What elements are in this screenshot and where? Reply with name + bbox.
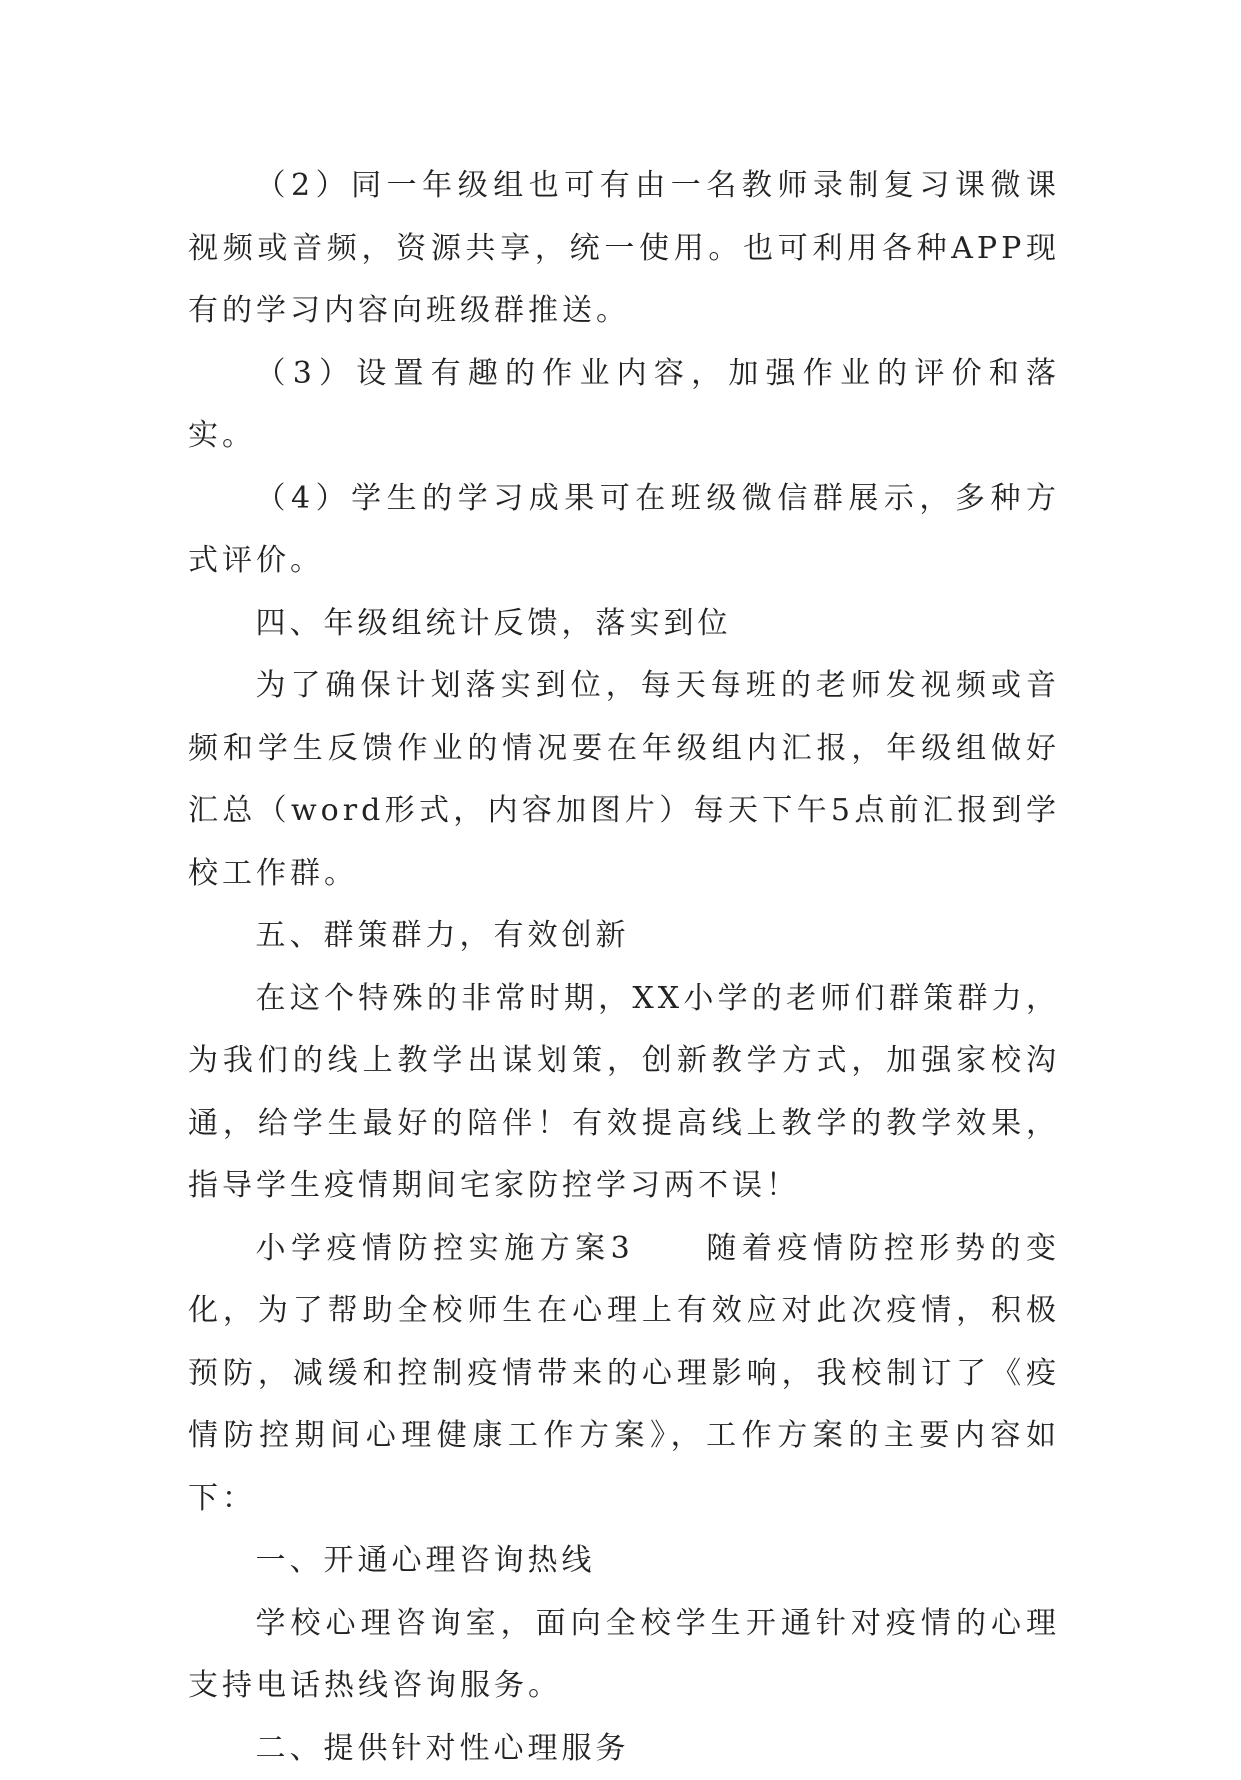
section-heading-one: 一、开通心理咨询热线 <box>188 1530 1060 1593</box>
section-heading-five: 五、群策群力，有效创新 <box>188 905 1060 968</box>
section-heading-four: 四、年级组统计反馈，落实到位 <box>188 593 1060 656</box>
paragraph-item-2: （2）同一年级组也可有由一名教师录制复习课微课视频或音频，资源共享，统一使用。也可利用各种APP现有的学习内容向班级群推送。 <box>188 155 1060 343</box>
document-body <box>188 155 1060 1780</box>
paragraph-innovation: 在这个特殊的非常时期，XX小学的老师们群策群力，为我们的线上教学出谋划策，创新教学方式，加强家校沟通，给学生最好的陪伴！有效提高线上教学的教学效果，指导学生疫情期间宅家防控学习两不误！ <box>188 968 1060 1218</box>
paragraph-item-3: （3）设置有趣的作业内容，加强作业的评价和落实。 <box>188 343 1060 468</box>
paragraph-reporting: 为了确保计划落实到位，每天每班的老师发视频或音频和学生反馈作业的情况要在年级组内汇报，年级组做好汇总（word形式，内容加图片）每天下午5点前汇报到学校工作群。 <box>188 655 1060 905</box>
paragraph-hotline: 学校心理咨询室，面向全校学生开通针对疫情的心理支持电话热线咨询服务。 <box>188 1593 1060 1718</box>
paragraph-item-4: （4）学生的学习成果可在班级微信群展示，多种方式评价。 <box>188 468 1060 593</box>
section-heading-two: 二、提供针对性心理服务 <box>188 1718 1060 1780</box>
paragraph-plan-3-intro: 小学疫情防控实施方案3 随着疫情防控形势的变化，为了帮助全校师生在心理上有效应对此次疫情，积极预防，减缓和控制疫情带来的心理影响，我校制订了《疫情防控期间心理健康工作方案》，工作方案的主要内容如下： <box>188 1218 1060 1531</box>
